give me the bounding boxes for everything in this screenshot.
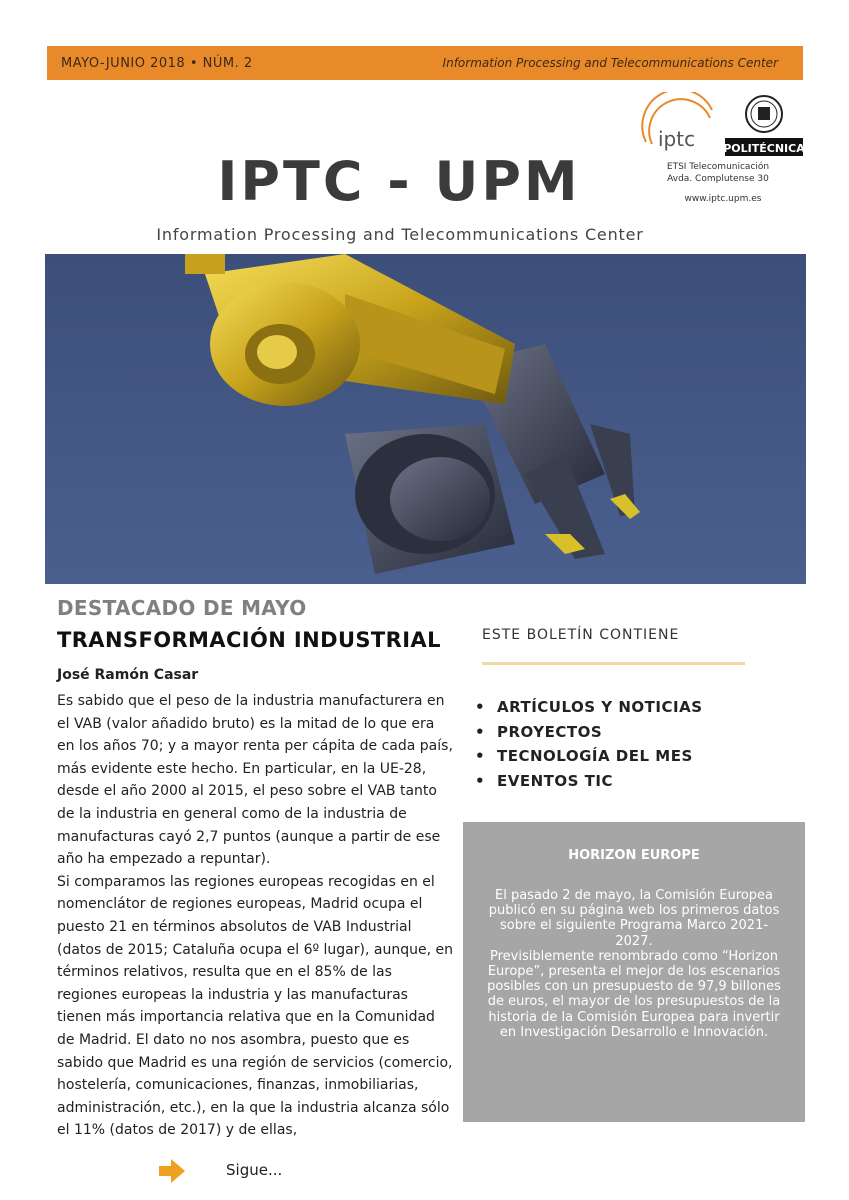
- bullet-icon: •: [475, 722, 486, 741]
- horizon-paragraph: El pasado 2 de mayo, la Comisión Europea publicó en su página web los primeros datos sobre el siguiente Programa Marco 2021-2027.: [488, 888, 780, 949]
- address-line-2: Avda. Complutense 30: [667, 174, 769, 184]
- horizon-title: HORIZON EUROPE: [568, 848, 700, 863]
- horizon-europe-box: [463, 822, 805, 1122]
- list-item: [475, 769, 703, 794]
- right-arrow-icon[interactable]: [157, 1158, 187, 1184]
- bullet-icon: •: [475, 698, 486, 716]
- contents-heading: ESTE BOLETÍN CONTIENE: [482, 627, 680, 643]
- horizon-text: [483, 888, 785, 1040]
- article-paragraph: Es sabido que el peso de la industria manufacturera en el VAB (valor añadido bruto) es la mitad de lo que era en los años 70; y a mayor renta per cápita de cada país, más evidente este hecho. En particular, en la UE-28, desde el año 2000 al 2015, el peso sobre el VAB tanto de la industria en general como de la industria de manufacturas cayó 2,7 puntos (aunque a partir de ese año ha empezado a repuntar).: [57, 693, 453, 868]
- continue-link[interactable]: Sigue...: [226, 1161, 283, 1179]
- list-item: [475, 720, 703, 745]
- contents-divider: [482, 662, 745, 665]
- center-name-banner: Information Processing and Telecommunications Center: [442, 56, 778, 70]
- contents-item-label: EVENTOS TIC: [497, 771, 613, 790]
- contents-item-label: PROYECTOS: [497, 722, 603, 741]
- bullet-icon: •: [475, 771, 486, 790]
- article-paragraph: Si comparamos las regiones europeas recogidas en el nomenclátor de regiones europeas, Madrid ocupa el puesto 21 en términos absolutos de VAB Industrial (datos de 2015; Cataluña ocupa el 6º lugar), aunque, en términos relativos, resulta que en el 85% de las regiones europeas la industria y las manufacturas tienen más importancia relativa que en la Comunidad de Madrid. El dato no nos asombra, puesto que es sabido que Madrid es una región de servicios (comercio, hostelería, comunicaciones, finanzas, inmobiliarias, administración, etc.), en la que la industria alcanza sólo el 11% (datos de 2017) y de ellas,: [57, 873, 453, 1139]
- website: www.iptc.upm.es: [684, 194, 762, 204]
- upm-logo-text: POLITÉCNICA: [725, 142, 803, 155]
- contents-item-label: TECNOLOGÍA DEL MES: [497, 747, 693, 766]
- newsletter-subtitle: Information Processing and Telecommunications Center: [156, 225, 644, 244]
- issue-banner: [47, 46, 803, 80]
- article-title: TRANSFORMACIÓN INDUSTRIAL: [57, 628, 441, 652]
- iptc-logo-text: iptc: [658, 127, 696, 151]
- issue-label: MAYO-JUNIO 2018 • NÚM. 2: [61, 55, 253, 71]
- contents-list: [475, 695, 703, 793]
- article-author: José Ramón Casar: [57, 667, 199, 683]
- article-body: [57, 690, 455, 1142]
- upm-logo: [725, 92, 803, 158]
- iptc-logo: [636, 92, 720, 158]
- bullet-icon: •: [475, 747, 486, 766]
- contents-item-label: ARTÍCULOS Y NOTICIAS: [497, 698, 703, 716]
- section-kicker: DESTACADO DE MAYO: [57, 596, 307, 620]
- newsletter-title: IPTC - UPM: [217, 150, 581, 213]
- horizon-paragraph: Previsiblemente renombrado como “Horizon Europe”, presenta el mejor de los escenarios posibles con un presupuesto de 97,9 billones de euros, el mayor de los presupuestos de la historia de la Comisión Europea para invertir en Investigación Desarrollo e Innovación.: [487, 948, 781, 1040]
- list-item: [475, 695, 703, 720]
- list-item: [475, 744, 703, 769]
- address-line-1: ETSI Telecomunicación: [666, 162, 770, 172]
- hero-image-robot-arm: [45, 254, 806, 584]
